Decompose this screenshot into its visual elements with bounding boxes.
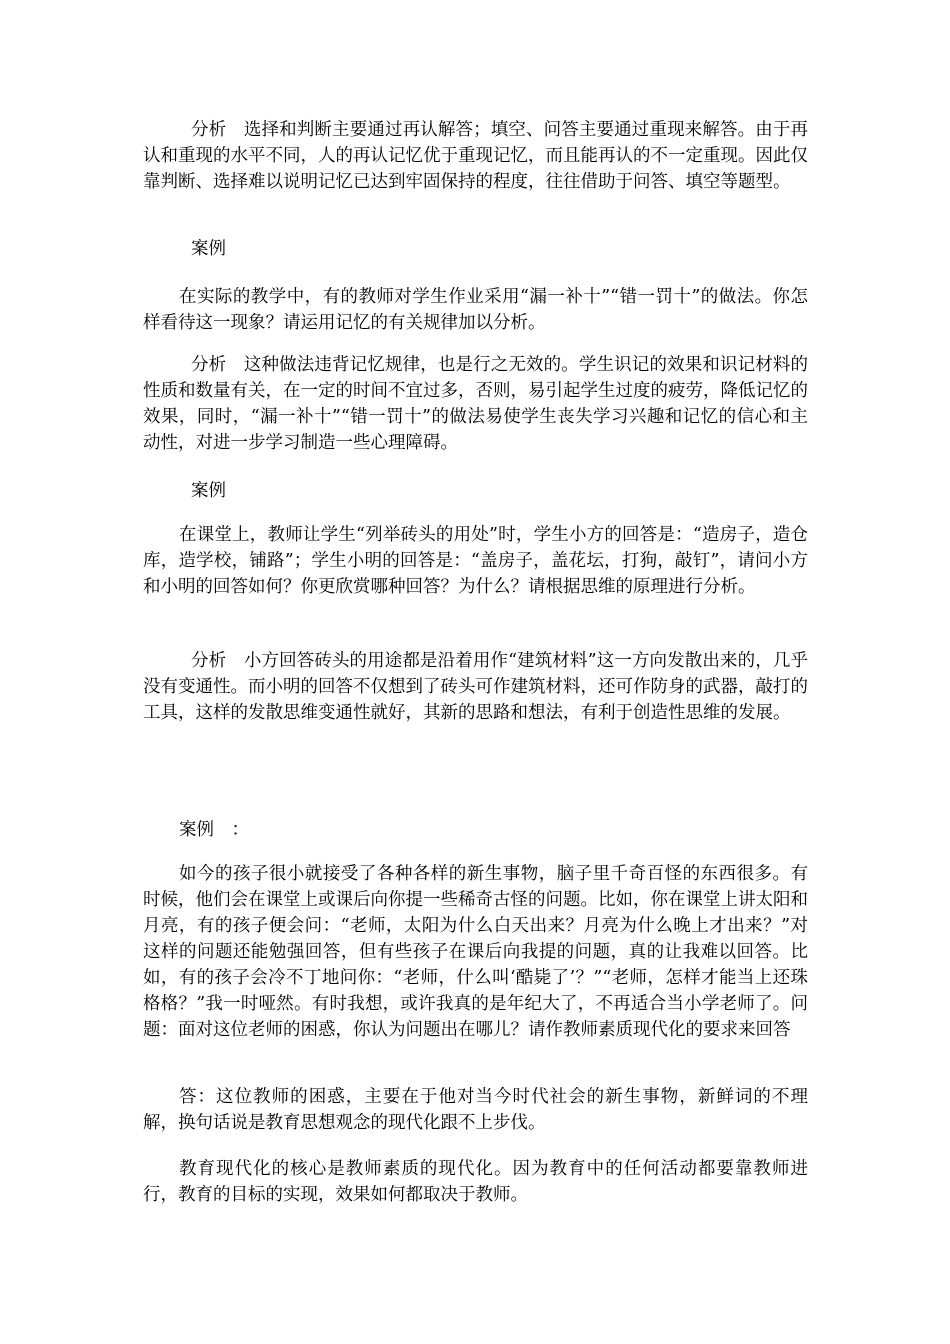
analysis-paragraph-3: 分析 小方回答砖头的用途都是沿着用作“建筑材料”这一方向发散出来的，几乎没有变通性。而小明的回答不仅想到了砖头可作建筑材料，还可作防身的武器，敲打的工具，这样的发散思维变通性就好，其新的思路和想法，有利于创造性思维的发展。 [143, 651, 808, 723]
analysis-paragraph-2: 分析 这种做法违背记忆规律，也是行之无效的。学生识记的效果和识记材料的性质和数量有关，在一定的时间不宜过多，否则，易引起学生过度的疲劳，降低记忆的效果，同时，“漏一补十”“错一罚十”的做法易使学生丧失学习兴趣和记忆的信心和主动性，对进一步学习制造一些心理障碍。 [143, 355, 808, 453]
case-heading-3: 案例 ： [179, 820, 249, 840]
case-question-2: 在课堂上，教师让学生“列举砖头的用处”时，学生小方的回答是：“造房子，造仓库，造学校，铺路”；学生小明的回答是：“盖房子，盖花坛，打狗，敲钉”，请问小方和小明的回答如何？你更欣赏哪种回答？为什么？请根据思维的原理进行分析。 [143, 525, 808, 597]
case-question-1: 在实际的教学中，有的教师对学生作业采用“漏一补十”“错一罚十”的做法。你怎样看待这一现象？请运用记忆的有关规律加以分析。 [143, 287, 808, 333]
case-question-3: 如今的孩子很小就接受了各种各样的新生事物，脑子里千奇百怪的东西很多。有时候，他们会在课堂上或课后向你提一些稀奇古怪的问题。比如，你在课堂上讲太阳和月亮，有的孩子便会问：“老师，太阳为什么白天出来？月亮为什么晚上才出来？”对这样的问题还能勉强回答，但有些孩子在课后向我提的问题，真的让我难以回答。比如，有的孩子会冷不丁地问你：“老师，什么叫‘酷毙了’？”“老师，怎样才能当上还珠格格？”我一时哑然。有时我想，或许我真的是年纪大了，不再适合当小学老师了。问题：面对这位老师的困惑，你认为问题出在哪儿？请作教师素质现代化的要求来回答 [143, 864, 808, 1040]
case-heading-2: 案例 [191, 481, 226, 501]
analysis-paragraph-1: 分析 选择和判断主要通过再认解答；填空、问答主要通过重现来解答。由于再认和重现的水平不同，人的再认记忆优于重现记忆，而且能再认的不一定重现。因此仅靠判断、选择难以说明记忆已达到牢固保持的程度，往往借助于问答、填空等题型。 [143, 120, 808, 192]
answer-paragraph-1: 答：这位教师的困惑，主要在于他对当今时代社会的新生事物，新鲜词的不理解，换句话说是教育思想观念的现代化跟不上步伐。 [143, 1087, 808, 1133]
answer-paragraph-2: 教育现代化的核心是教师素质的现代化。因为教育中的任何活动都要靠教师进行，教育的目标的实现，效果如何都取决于教师。 [143, 1159, 808, 1205]
case-heading-1: 案例 [191, 239, 226, 259]
